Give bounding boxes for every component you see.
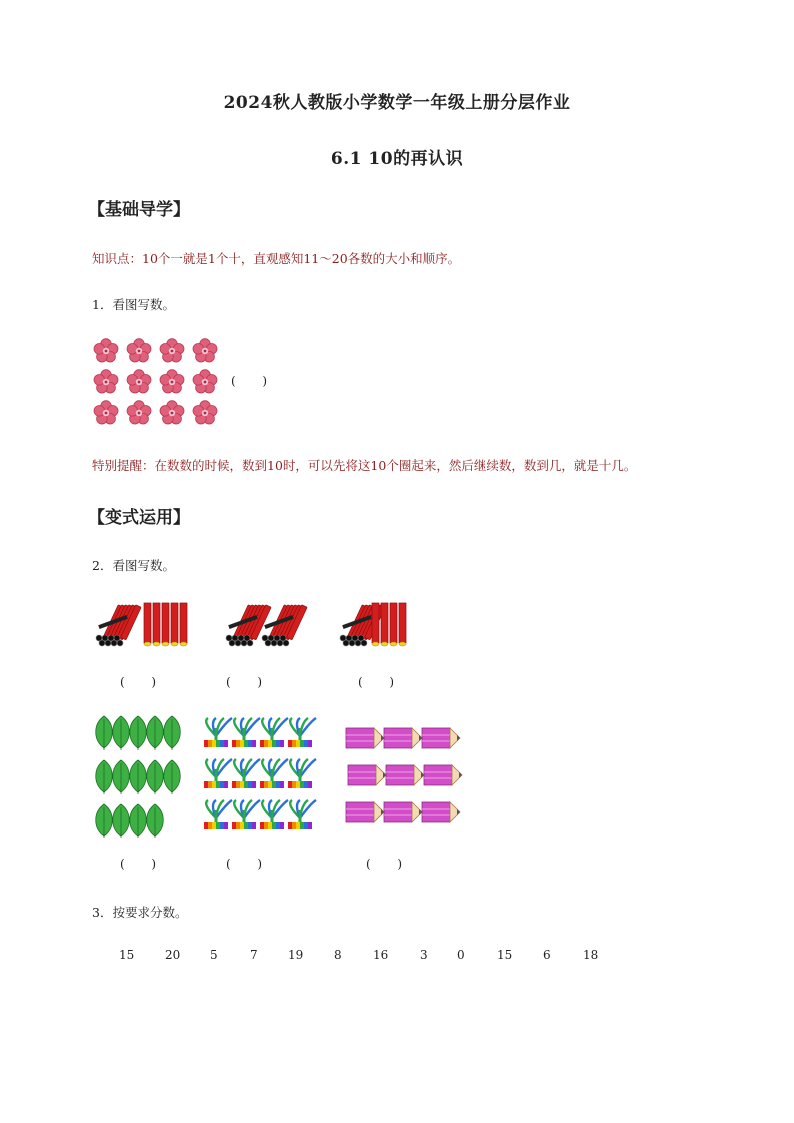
flower-icon — [160, 401, 184, 424]
plant-icon — [288, 800, 316, 829]
flower-icon — [127, 370, 151, 393]
flower-icon — [160, 370, 184, 393]
number-item: 5 — [210, 948, 218, 962]
number-item: 0 — [457, 948, 465, 962]
stick-bundle — [96, 605, 141, 646]
number-item: 18 — [583, 948, 599, 962]
plant-icon — [260, 718, 288, 747]
plant-icon — [288, 718, 316, 747]
plant-picture — [202, 712, 322, 842]
number-item: 15 — [497, 948, 513, 962]
leaf-icon — [164, 760, 181, 794]
leaf-picture — [92, 712, 192, 842]
leaf-icon — [96, 716, 113, 750]
flower-icon — [127, 339, 151, 362]
answer-paren-4: ( ) — [120, 857, 157, 871]
pencil-icon — [424, 765, 462, 785]
answer-paren-2: ( ) — [226, 675, 263, 689]
section-basic-heading: 【基础导学】 — [88, 200, 190, 220]
knowledge-point-note: 知识点：10个一就是1个十，直观感知11～20各数的大小和顺序。 — [92, 251, 461, 266]
pencil-icon — [386, 765, 424, 785]
plant-icon — [288, 759, 316, 788]
section-variant-heading: 【变式运用】 — [88, 508, 190, 528]
number-item: 19 — [288, 948, 304, 962]
plant-icon — [204, 759, 232, 788]
plant-icon — [260, 800, 288, 829]
question-3-label: 3．按要求分数。 — [92, 905, 188, 920]
plant-icon — [232, 800, 260, 829]
leaf-icon — [130, 804, 147, 838]
document-title: 2024秋人教版小学数学一年级上册分层作业 — [223, 93, 571, 113]
stick-group-1 — [92, 600, 202, 655]
plant-icon — [204, 718, 232, 747]
number-item: 6 — [543, 948, 551, 962]
tip-note: 特别提醒：在数数的时候，数到10时，可以先将这10个圈起来，然后继续数，数到几，就是十几。 — [92, 458, 637, 473]
loose-sticks — [144, 603, 187, 646]
answer-paren-3: ( ) — [358, 675, 395, 689]
flower-icon — [193, 370, 217, 393]
pencil-icon — [346, 802, 384, 822]
answer-paren-6: ( ) — [366, 857, 403, 871]
flower-icon — [127, 401, 151, 424]
leaf-icon — [96, 804, 113, 838]
pencil-icon — [422, 728, 460, 748]
question-1-label: 1．看图写数。 — [92, 297, 175, 312]
leaf-icon — [96, 760, 113, 794]
number-item: 15 — [119, 948, 135, 962]
pencil-icon — [384, 728, 422, 748]
leaf-icon — [147, 716, 164, 750]
pencil-icon — [422, 802, 460, 822]
question-1-answer-paren: ( ) — [231, 374, 268, 388]
flower-icon — [160, 339, 184, 362]
flower-icon — [94, 401, 118, 424]
plant-icon — [232, 759, 260, 788]
number-item: 7 — [250, 948, 258, 962]
leaf-icon — [147, 760, 164, 794]
leaf-icon — [130, 716, 147, 750]
flower-icon — [193, 401, 217, 424]
flower-icon — [193, 339, 217, 362]
stick-group-2 — [222, 600, 302, 655]
pencil-icon — [346, 728, 384, 748]
number-item: 16 — [373, 948, 389, 962]
plant-icon — [260, 759, 288, 788]
pencil-icon — [348, 765, 386, 785]
number-item: 8 — [334, 948, 342, 962]
leaf-icon — [164, 716, 181, 750]
answer-paren-5: ( ) — [226, 857, 263, 871]
number-item: 3 — [420, 948, 428, 962]
loose-sticks — [372, 603, 406, 646]
answer-paren-1: ( ) — [120, 675, 157, 689]
plant-icon — [232, 718, 260, 747]
flower-picture — [92, 336, 232, 436]
leaf-icon — [130, 760, 147, 794]
leaf-icon — [113, 804, 130, 838]
number-item: 20 — [165, 948, 181, 962]
question-2-label: 2．看图写数。 — [92, 558, 175, 573]
pencil-icon — [384, 802, 422, 822]
leaf-icon — [113, 760, 130, 794]
lesson-title: 6.1 10的再认识 — [330, 149, 464, 169]
stick-group-3 — [336, 600, 426, 655]
flower-icon — [94, 339, 118, 362]
plant-icon — [204, 800, 232, 829]
flower-icon — [94, 370, 118, 393]
pencil-picture — [344, 722, 474, 842]
leaf-icon — [147, 804, 164, 838]
leaf-icon — [113, 716, 130, 750]
